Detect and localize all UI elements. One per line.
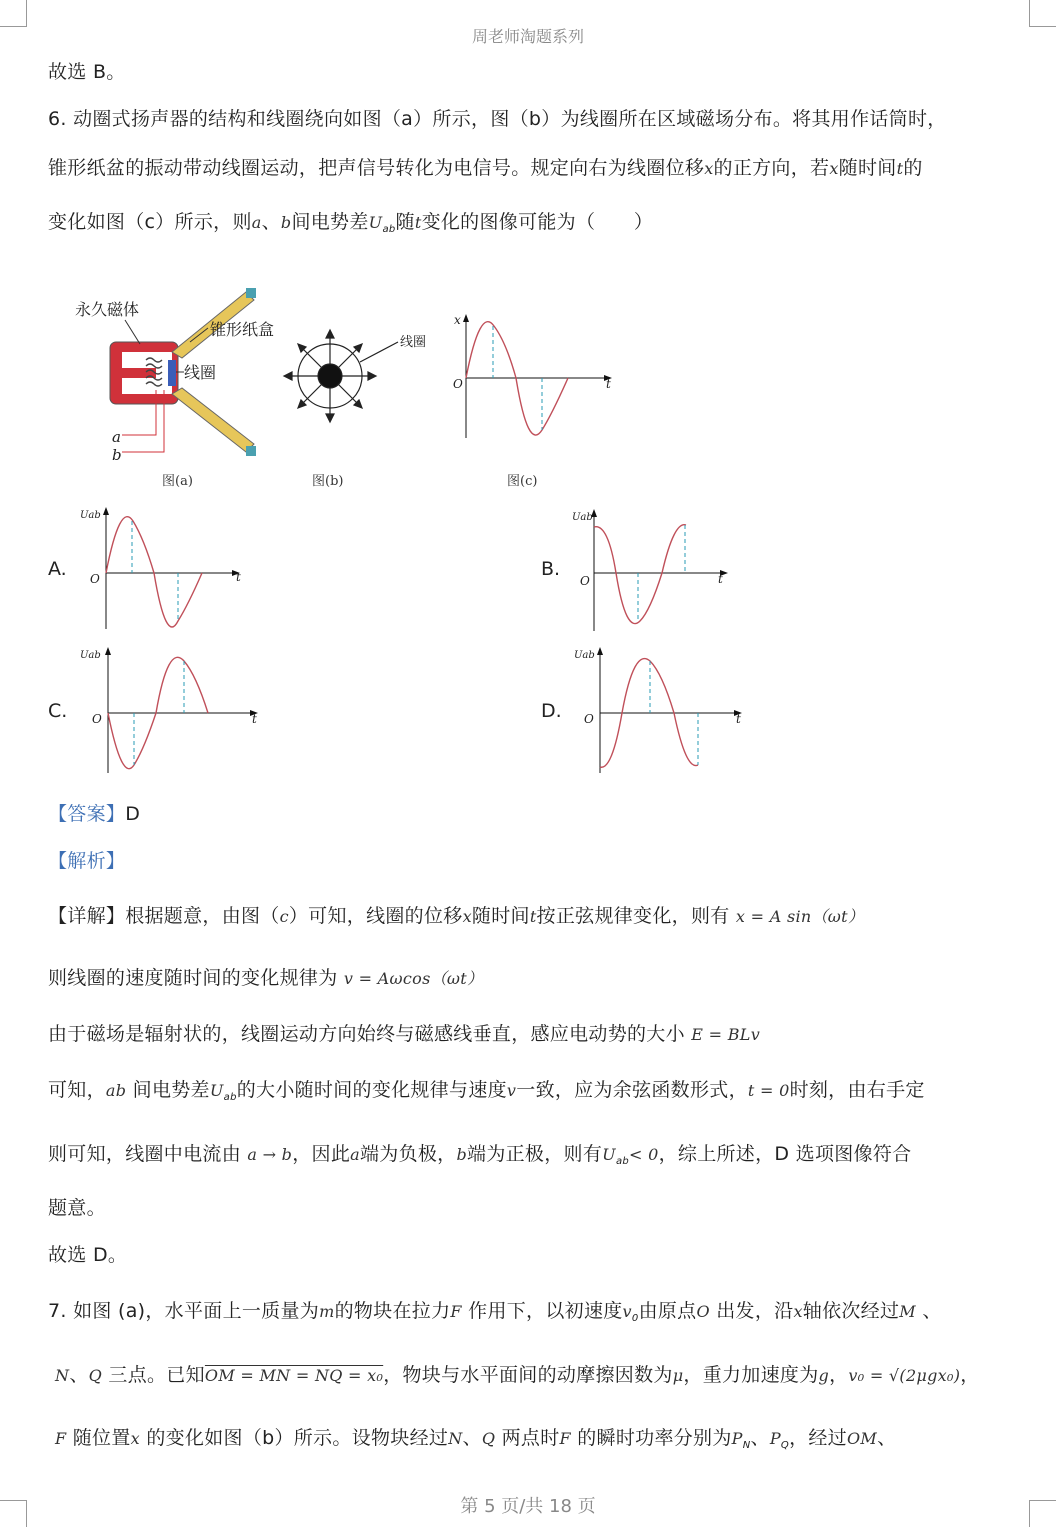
question-number: 6. bbox=[48, 108, 67, 130]
q6-stem-line2: 锥形纸盆的振动带动线圈运动，把声信号转化为电信号。规定向右为线圈位移x的正方向，若x随时间t的 bbox=[48, 157, 923, 179]
crop-mark bbox=[1029, 0, 1056, 27]
svg-text:Uab: Uab bbox=[80, 650, 101, 661]
fig-c-ylabel: x bbox=[454, 313, 461, 327]
q6-stem-line3: 变化如图（c）所示，则a、b间电势差$U_{ab}$随t变化的图像可能为（ ） bbox=[48, 211, 654, 235]
q6-stem-line1: 6. 动圈式扬声器的结构和线圈绕向如图（a）所示，图（b）为线圈所在区域磁场分布。将其用作话筒时， bbox=[48, 108, 947, 130]
q7-line2: N、Q 三点。已知OM = MN = NQ = x₀，物块与水平面间的动摩擦因数为μ，重力加速度为g，v₀ = √(2μgx₀)， bbox=[55, 1364, 980, 1386]
detail-line1: 【详解】根据题意，由图（c）可知，线圈的位移x随时间t按正弦规律变化，则有 x = A sin（ωt） bbox=[48, 905, 865, 927]
detail-line4: 可知，ab 间电势差$U_{ab}$的大小随时间的变化规律与速度v一致，应为余弦函数形式，t = 0时刻，由右手定 bbox=[48, 1079, 925, 1103]
option-a-label[interactable]: A. bbox=[48, 558, 67, 580]
option-d-graph[interactable] bbox=[572, 645, 752, 775]
label-cone: 锥形纸盒 bbox=[210, 320, 275, 339]
svg-text:Uab: Uab bbox=[80, 510, 101, 521]
option-b-label[interactable]: B. bbox=[541, 558, 561, 580]
detail-line2: 则线圈的速度随时间的变化规律为 v = Aωcos（ωt） bbox=[48, 967, 484, 989]
analysis-label: 【解析】 bbox=[48, 850, 126, 872]
option-c-label[interactable]: C. bbox=[48, 700, 68, 722]
svg-text:t: t bbox=[236, 570, 241, 584]
svg-text:t: t bbox=[718, 572, 723, 586]
question-number: 7. bbox=[48, 1300, 67, 1322]
figure-abc bbox=[60, 280, 620, 495]
label-magnet: 永久磁体 bbox=[75, 300, 140, 319]
option-a-graph[interactable] bbox=[78, 505, 258, 630]
svg-text:t: t bbox=[736, 712, 741, 726]
answer-value: D bbox=[125, 803, 141, 825]
label-a: a bbox=[112, 428, 121, 446]
label-b: b bbox=[112, 446, 122, 464]
option-b-graph[interactable] bbox=[570, 507, 750, 632]
fig-c-xlabel: t bbox=[606, 377, 611, 391]
crop-mark bbox=[0, 0, 27, 27]
q7-line1: 7. 如图 (a)，水平面上一质量为m的物块在拉力F 作用下，以初速度$v_0$由原点O 出发，沿x轴依次经过M 、 bbox=[48, 1300, 942, 1324]
detail-line5: 则可知，线圈中电流由 a → b，因此a端为负极，b端为正极，则有$U_{ab}< 0$，综上所述，D 选项图像符合 bbox=[48, 1143, 912, 1167]
svg-text:O: O bbox=[92, 712, 102, 726]
svg-text:Uab: Uab bbox=[572, 512, 593, 523]
svg-text:O: O bbox=[580, 574, 590, 588]
svg-text:Uab: Uab bbox=[574, 650, 595, 661]
page-footer: 第 5 页/共 18 页 bbox=[460, 1496, 596, 1517]
q6-conclusion: 故选 D。 bbox=[48, 1244, 128, 1266]
option-c-graph[interactable] bbox=[78, 645, 263, 775]
detail-line6: 题意。 bbox=[48, 1197, 106, 1219]
fig-c-origin: O bbox=[453, 377, 463, 391]
caption-b: 图(b) bbox=[312, 474, 344, 489]
label-coil: 线圈 bbox=[184, 363, 217, 382]
option-d-label[interactable]: D. bbox=[541, 700, 562, 722]
label-coil-b: 线圈 bbox=[400, 335, 427, 350]
radial-field-diagram bbox=[284, 330, 398, 422]
prev-conclusion: 故选 B。 bbox=[48, 61, 126, 83]
svg-text:O: O bbox=[90, 572, 100, 586]
caption-a: 图(a) bbox=[162, 474, 193, 489]
fig-c-graph bbox=[453, 313, 612, 438]
svg-text:O: O bbox=[584, 712, 594, 726]
caption-c: 图(c) bbox=[507, 474, 538, 489]
answer-line: 【答案】D bbox=[48, 803, 141, 825]
page-header: 周老师淘题系列 bbox=[471, 27, 584, 46]
q7-line3: F 随位置x 的变化如图（b）所示。设物块经过N、Q 两点时F 的瞬时功率分别为$P_N$、$P_Q$，经过OM、 bbox=[55, 1427, 897, 1451]
detail-line3: 由于磁场是辐射状的，线圈运动方向始终与磁感线垂直，感应电动势的大小 E = BLv bbox=[48, 1023, 761, 1045]
svg-text:t: t bbox=[252, 712, 257, 726]
